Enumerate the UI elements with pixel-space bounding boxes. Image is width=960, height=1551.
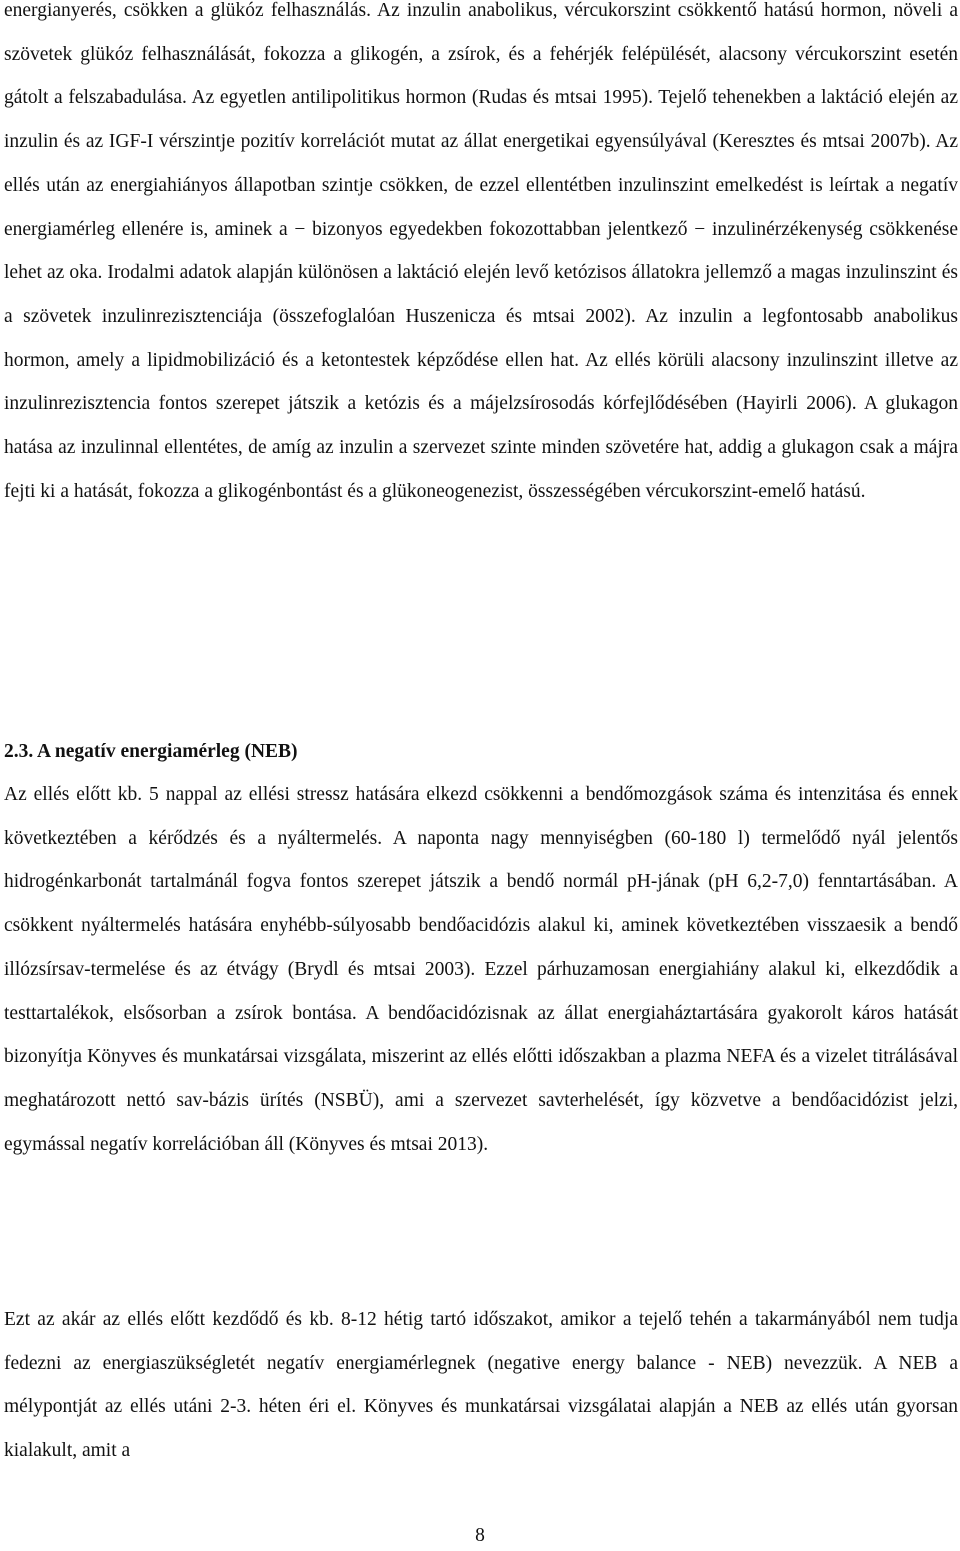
body-paragraph-neb-definition: Ezt az akár az ellés előtt kezdődő és kb. 8-12 hétig tartó időszakot, amikor a tejelő tehén a takarmányából nem tudja fedezni az energiaszükségletét negatív energiamérlegnek (negative energy balance - NEB) nevezzük. A NEB a mélypontját az ellés utáni 2-3. héten éri el. Könyves és munkatársai vizsgálatai alapján a NEB az ellés után gyorsan kialakult, amit a [4,1309,958,1462]
section-heading: 2.3. A negatív energiamérleg (NEB) [4,741,298,762]
body-paragraph-neb-intro: Az ellés előtt kb. 5 nappal az ellési stressz hatására elkezd csökkenni a bendőmozgások száma és intenzitása és ennek következtében a kérődzés és a nyáltermelés. A naponta nagy mennyiségben (60-180 l) termelődő nyál jelentős hidrogénkarbonát tartalmánál fogva fontos szerepet játszik a bendő normál pH-jának (pH 6,2-7,0) fenntartásában. A csökkent nyáltermelés hatására enyhébb-súlyosabb bendőacidózis alakul ki, aminek következtében visszaesik a bendő illózsírsav-termelése és az étvágy (Brydl és mtsai 2003). Ezzel párhuzamosan energiahiány alakul ki, elkezdődik a testtartalékok, elsősorban a zsírok bontása. A bendőacidózisnak az állat energiaháztartására gyakorolt káros hatását bizonyítja Könyves és munkatársai vizsgálata, miszerint az ellés előtti időszakban a plazma NEFA és a vizelet titrálásával meghatározott nettó sav-bázis ürítés (NSBÜ), ami a szervezet savterhelését, így közvetve a bendőacidózist jelzi, egymással negatív korrelációban áll (Könyves és mtsai 2013). [4,784,958,1155]
body-paragraph-insulin: energianyerés, csökken a glükóz felhasználás. Az inzulin anabolikus, vércukorszint csökkentő hatású hormon, növeli a szövetek glükóz felhasználását, fokozza a glikogén, a zsírok, és a fehérjék felépülését, alacsony vércukorszint esetén gátolt a felszabadulása. Az egyetlen antilipolitikus hormon (Rudas és mtsai 1995). Tejelő tehenekben a laktáció elején az inzulin és az IGF-I vérszintje pozitív korrelációt mutat az állat energetikai egyensúlyával (Keresztes és mtsai 2007b). Az ellés után az energiahiányos állapotban szintje csökken, de ezzel ellentétben inzulinszint emelkedést is leírtak a negatív energiamérleg ellenére is, aminek a − bizonyos egyedekben fokozottabban jelentkező − inzulinérzékenység csökkenése lehet az oka. Irodalmi adatok alapján különösen a laktáció elején levő ketózisos állatokra jellemző a magas inzulinszint és a szövetek inzulinrezisztenciája (összefoglalóan Huszenicza és mtsai 2002). Az inzulin a legfontosabb anabolikus hormon, amely a lipidmobilizáció és a ketontestek képződése ellen hat. Az ellés körüli alacsony inzulinszint illetve az inzulinrezisztencia fontos szerepet játszik a ketózis és a májelzsírosodás kórfejlődésében (Hayirli 2006). A glukagon hatása az inzulinnal ellentétes, de amíg az inzulin a szervezet szinte minden szövetére hat, addig a glukagon csak a májra fejti ki a hatását, fokozza a glikogénbontást és a glükoneogenezist, összességében vércukorszint-emelő hatású. [4,0,958,502]
page-number: 8 [475,1525,485,1546]
